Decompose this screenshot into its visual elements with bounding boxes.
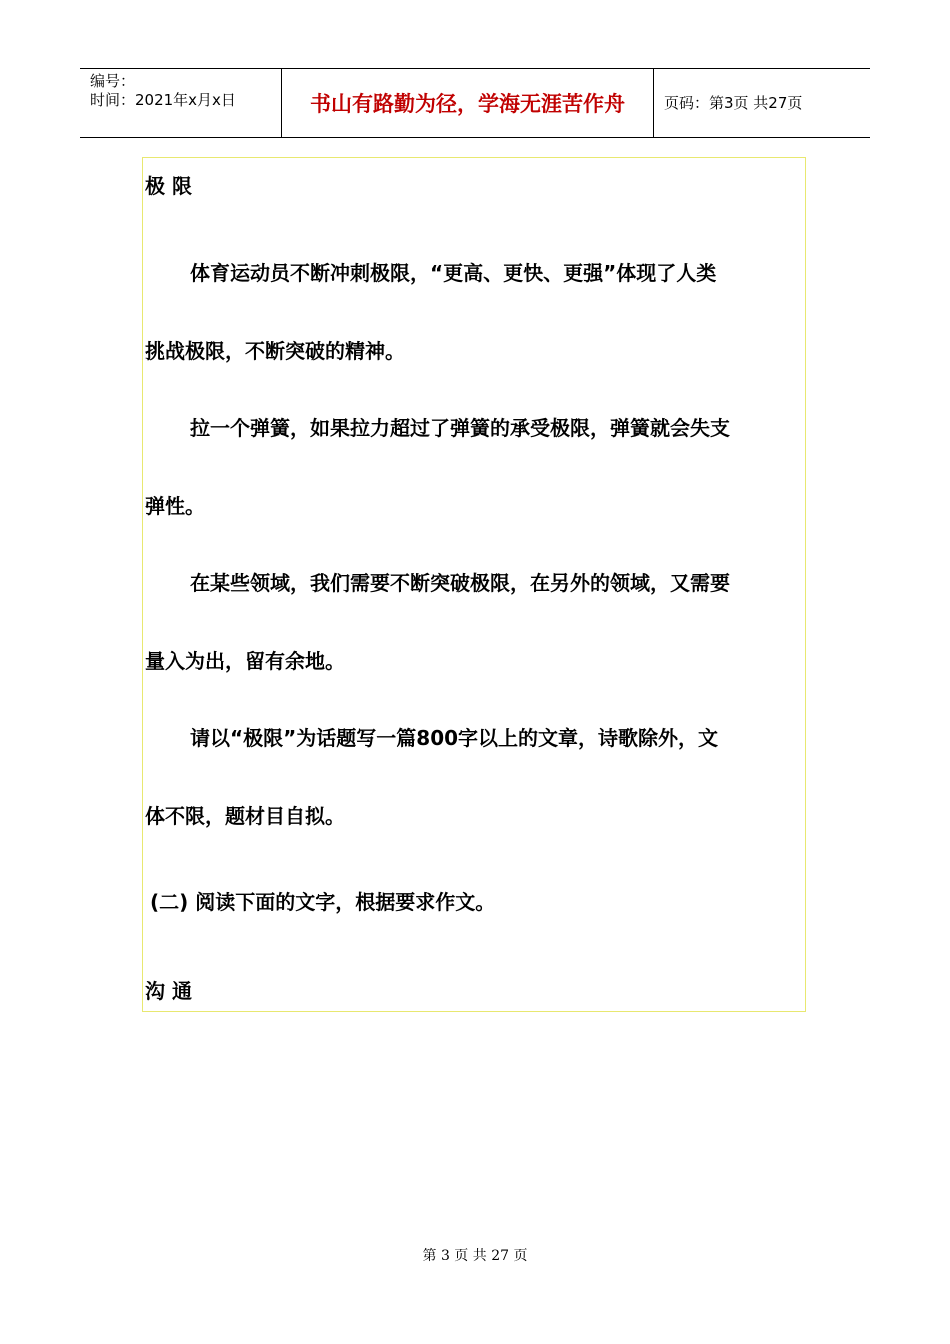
paragraph-1-line-2: 挑战极限，不断突破的精神。 [145, 339, 405, 363]
paragraph-1-line-1: 体育运动员不断冲刺极限，“更高、更快、更强”体现了人类 [190, 261, 717, 285]
page-footer: 第 3 页 共 27 页 [422, 1248, 528, 1264]
paragraph-4-line-1: 请以“极限”为话题写一篇800字以上的文章，诗歌除外，文 [190, 726, 719, 750]
header-meta-cell [80, 69, 282, 137]
header-motto-cell [282, 69, 654, 137]
doc-number-label: 编号： [90, 72, 136, 90]
paragraph-2-line-1: 拉一个弹簧，如果拉力超过了弹簧的承受极限，弹簧就会失支 [190, 416, 730, 440]
paragraph-2-line-2: 弹性。 [145, 494, 205, 518]
header-motto: 书山有路勤为径，学海无涯苦作舟 [310, 92, 625, 116]
section-2-heading: (二) 阅读下面的文字，根据要求作文。 [150, 890, 496, 914]
topic-title-limit: 极 限 [145, 174, 192, 198]
paragraph-4-line-2: 体不限，题材目自拟。 [145, 804, 345, 828]
header-page-cell [654, 69, 870, 137]
page-header [80, 68, 870, 138]
topic-title-communication: 沟 通 [145, 979, 192, 1003]
paragraph-3-line-1: 在某些领域，我们需要不断突破极限，在另外的领域，又需要 [190, 571, 730, 595]
paragraph-3-line-2: 量入为出，留有余地。 [145, 649, 345, 673]
doc-time-label: 时间：2021年x月x日 [90, 91, 236, 109]
header-page-info: 页码：第3页 共27页 [664, 94, 803, 112]
